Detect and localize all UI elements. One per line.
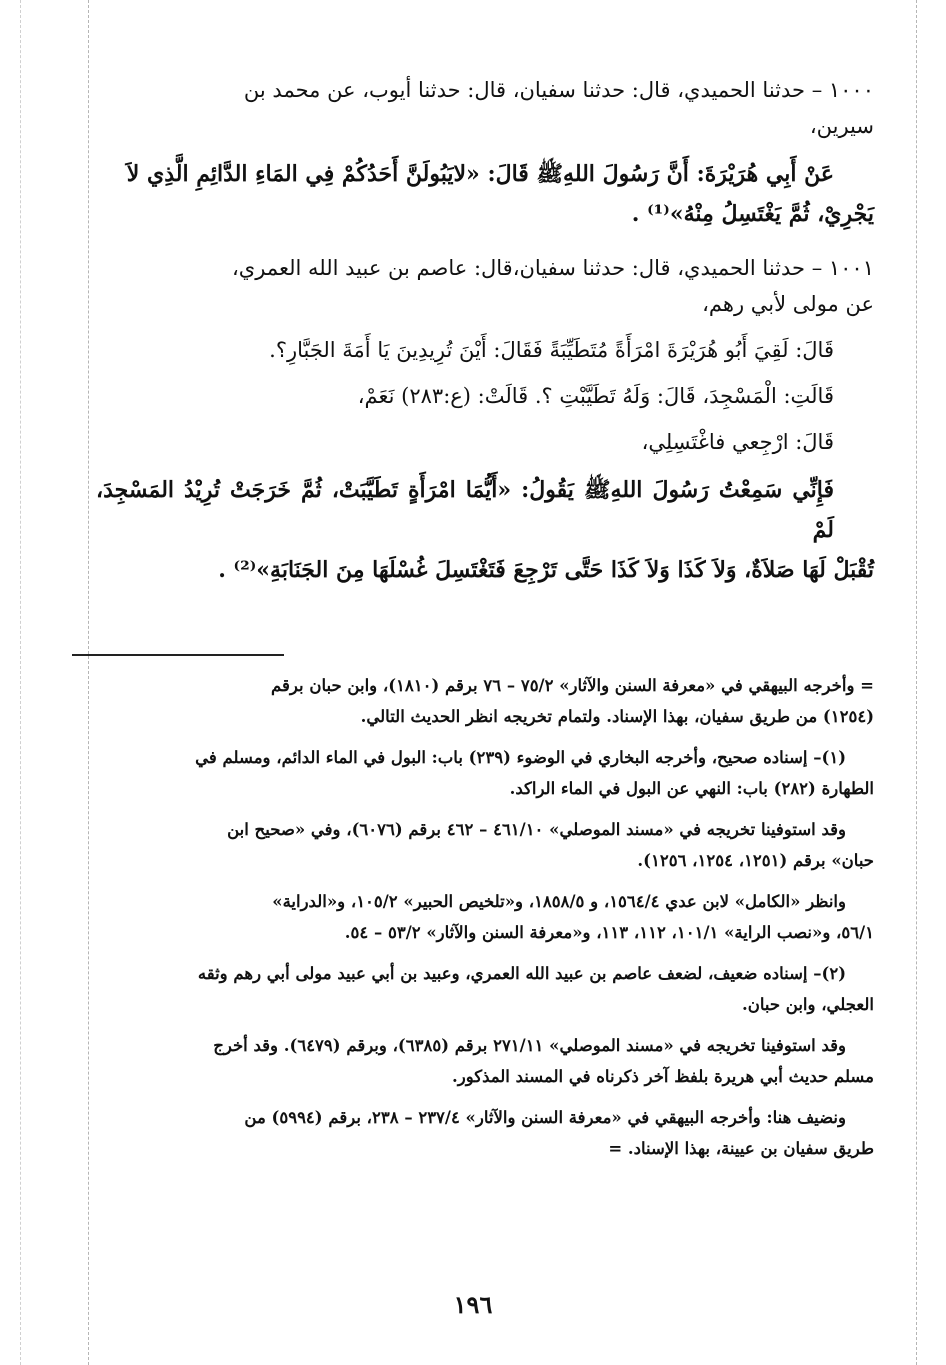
footnote-separator	[72, 654, 284, 656]
footnote-line: ونضيف هنا: وأخرجه البيهقي في «معرفة السنن والآثار» ٢٣٧/٤ – ٢٣٨، برقم (٥٩٩٤) من	[244, 1108, 846, 1127]
footnote-line: ٥٦/١، و«نصب الراية» ١٠١/١، ١١٢، ١١٣، و«معرفة السنن والآثار» ٥٣/٢ – ٥٤.	[344, 923, 874, 942]
hadith-1000-matn: عَنْ أَبِي هُرَيْرَةَ: أَنَّ رَسُولَ اللهِﷺ قَالَ: «لايَبُولَنَّ أَحَدُكُمْ فِي المَاءِ الدَّائِمِ الَّذِي لاَ	[126, 161, 834, 187]
footnote-line: وقد استوفينا تخريجه في «مسند الموصلي» ٤٦١/١٠ – ٤٦٢ برقم (٦٠٧٦)، وفي «صحيح ابن	[227, 820, 846, 839]
hadith-1001-matn-cont: تُقْبَلْ لَهَا صَلاَةٌ، وَلاَ كَذَا وَلاَ كَذَا حَتَّى تَرْجِعَ فَتَغْتَسِلَ غُسْلَهَا مِنَ الجَنَابَةِ»⁽²⁾ .	[218, 557, 874, 583]
hadith-1000-isnad-cont: سيرين،	[809, 114, 874, 138]
footnote-line: مسلم حديث أبي هريرة بلفظ آخر ذكرناه في المسند المذكور.	[451, 1067, 874, 1086]
footnote-line: حبان» برقم (١٢٥١، ١٢٥٤، ١٢٥٦).	[637, 851, 874, 870]
footnote-2: (٢)– إسناده ضعيف، لضعف عاصم بن عبيد الله العمري، وعبيد بن أبي عبيد مولى أبي رهم وثقه	[197, 964, 846, 983]
footnote-1: (١)– إسناده صحيح، وأخرجه البخاري في الوضوء (٢٣٩) باب: البول في الماء الدائم، ومسلم في	[195, 748, 846, 767]
footnote-line: (١٢٥٤) من طريق سفيان، بهذا الإسناد. ولتمام تخريجه انظر الحديث التالي.	[360, 707, 874, 726]
footnote-line: وانظر «الكامل» لابن عدي ١٥٦٤/٤، و ١٨٥٨/٥، و«تلخيص الحبير» ١٠٥/٢، و«الدراية»	[272, 892, 846, 911]
hadith-1001-line-1: قَالَ: لَقِيَ أَبُو هُرَيْرَةَ امْرَأَةً مُتَطَيِّبَةً فَقَالَ: أَيْنَ تُرِيدِينَ يَا أَمَةَ الجَبَّارِ؟.	[269, 338, 834, 362]
footnote-line: وقد استوفينا تخريجه في «مسند الموصلي» ٢٧١/١١ برقم (٦٣٨٥)، وبرقم (٦٤٧٩). وقد أخرج	[213, 1036, 846, 1055]
hadith-1001-matn: فَإِنِّي سَمِعْتُ رَسُولَ اللهِﷺ يَقُولُ: «أَيُّمَا امْرَأَةٍ تَطَيَّبَتْ، ثُمَّ خَرَجَتْ تُرِيْدُ المَسْجِدَ، لَمْ	[96, 477, 834, 543]
footnotes	[96, 670, 874, 1164]
hadith-1001-line-3: قَالَ: ارْجِعي فاغْتَسِلِي،	[641, 430, 834, 454]
footnote-line: الطهارة (٢٨٢) باب: النهي عن البول في الماء الراكد.	[509, 779, 874, 798]
hadith-1000-matn-cont: يَجْرِيْ، ثُمَّ يَغْتَسِلُ مِنْهُ»⁽¹⁾ .	[631, 201, 874, 227]
footnote-line: طريق سفيان بن عيينة، بهذا الإسناد. =	[608, 1139, 874, 1158]
hadith-1001-isnad-cont: عن مولى لأبي رهم،	[702, 292, 874, 316]
margin-guide-far-left	[20, 0, 21, 1365]
page-number: ١٩٦	[453, 1290, 493, 1319]
hadith-1001-line-2: قَالَتِ: الْمَسْجِدَ، قَالَ: وَلَهُ تَطَيَّبْتِ ؟. قَالَتْ: (ع:٢٨٣) نَعَمْ،	[357, 384, 834, 408]
hadith-1000-isnad: ١٠٠٠ – حدثنا الحميدي، قال: حدثنا سفيان، قال: حدثنا أيوب، عن محمد بن	[243, 78, 874, 102]
hadith-1001-isnad: ١٠٠١ – حدثنا الحميدي، قال: حدثنا سفيان،قال: عاصم بن عبيد الله العمري،	[232, 256, 874, 280]
footnote-line: = وأخرجه البيهقي في «معرفة السنن والآثار» ٧٥/٢ – ٧٦ برقم (١٨١٠)، وابن حبان برقم	[271, 676, 874, 695]
footnote-line: العجلي، وابن حبان.	[741, 995, 874, 1014]
main-text	[96, 72, 874, 590]
margin-guide-right	[916, 0, 917, 1365]
margin-guide-left	[88, 0, 89, 1365]
